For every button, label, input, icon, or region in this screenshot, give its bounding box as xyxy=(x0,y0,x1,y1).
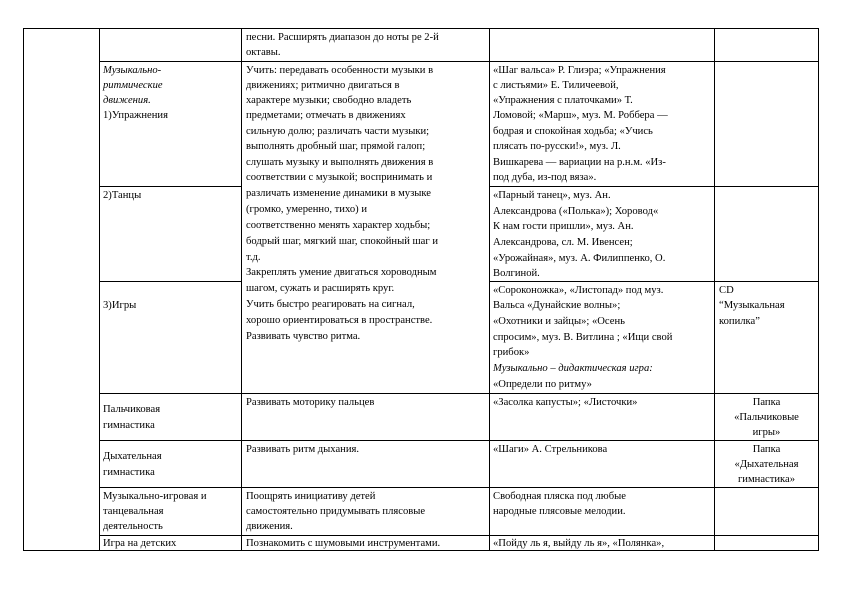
dances-repertoire-line-4: Александрова, сл. М. Ивенсен; xyxy=(493,237,633,248)
finger-resource-line-3: игры» xyxy=(752,427,781,438)
exercises-repertoire-line-7: Вишкарева — вариации на р.н.м. «Из- xyxy=(493,157,666,168)
exercises-repertoire-line-3: «Упражнения с платочками» Т. xyxy=(493,95,633,106)
dance-activity-task-1: Поощрять инициативу детей xyxy=(246,491,376,502)
finger-task: Развивать моторику пальцев xyxy=(246,397,375,408)
voice-tasks-line-2: октавы. xyxy=(246,47,281,58)
finger-label-1: Пальчиковая xyxy=(103,404,161,415)
exercises-repertoire-line-8: под дуба, из-под вяза». xyxy=(493,172,597,183)
breathing-resource-line-1: Папка xyxy=(752,444,781,455)
games-repertoire-line-4: спросим», муз. В. Витлина ; «Ищи свой xyxy=(493,332,673,343)
rhythm-tasks-line-2: движениях; ритмично двигаться в xyxy=(246,80,400,91)
games-repertoire-line-5: грибок» xyxy=(493,347,530,358)
dances-repertoire-line-5: «Урожайная», муз. А. Филиппенко, О. xyxy=(493,253,666,264)
games-repertoire-line-2: Вальса «Дунайские волны»; xyxy=(493,300,621,311)
instruments-repertoire: «Пойду ль я, выйду ль я», «Полянка», xyxy=(493,538,665,549)
rhythm-section-title-3: движения. xyxy=(103,95,151,106)
exercises-repertoire-line-6: плясать по-русски!», муз. Л. xyxy=(493,141,621,152)
dance-activity-label-3: деятельность xyxy=(103,521,163,532)
rhythm-tasks-line-10: (громко, умеренно, тихо) и xyxy=(246,204,367,215)
rhythm-tasks-line-17: хорошо ориентироваться в пространстве. xyxy=(246,315,433,326)
dance-activity-task-3: движения. xyxy=(246,521,293,532)
rhythm-tasks-line-15: шагом, сужать и расширять круг. xyxy=(246,283,395,294)
dance-activity-repertoire-2: народные плясовые мелодии. xyxy=(493,506,626,517)
rhythm-tasks-line-18: Развивать чувство ритма. xyxy=(246,331,361,342)
rhythm-section-title-2: ритмические xyxy=(103,80,163,91)
breathing-label-1: Дыхательная xyxy=(103,451,162,462)
breathing-resource-line-2: «Дыхательная xyxy=(734,459,799,470)
finger-repertoire: «Засолка капусты»; «Листочки» xyxy=(493,397,638,408)
rhythm-tasks-line-6: выполнять дробный шаг, прямой галоп; xyxy=(246,141,426,152)
dances-repertoire-line-3: К нам гости пришли», муз. Ан. xyxy=(493,221,634,232)
rhythm-tasks-line-12: бодрый шаг, мягкий шаг, спокойный шаг и xyxy=(246,236,439,247)
rhythm-tasks-line-7: слушать музыку и выполнять движения в xyxy=(246,157,434,168)
rhythm-tasks-line-13: т.д. xyxy=(246,252,261,263)
exercises-label: 1)Упражнения xyxy=(103,110,168,121)
row-divider-1 xyxy=(99,61,819,62)
dances-repertoire-line-2: Александрова («Полька»); Хоровод« xyxy=(493,206,659,217)
table-border-left xyxy=(23,28,24,551)
breathing-repertoire: «Шаги» А. Стрельникова xyxy=(493,444,608,455)
games-didactic-game: «Определи по ритму» xyxy=(493,379,592,390)
breathing-resource-line-3: гимнастика» xyxy=(737,474,796,485)
finger-label-2: гимнастика xyxy=(103,420,155,431)
column-divider-3 xyxy=(489,28,490,551)
games-repertoire-line-3: «Охотники и зайцы»; «Осень xyxy=(493,316,625,327)
row-divider-6 xyxy=(99,487,819,488)
dance-activity-repertoire-1: Свободная пляска под любые xyxy=(493,491,626,502)
rhythm-tasks-line-8: соответствии с музыкой; воспринимать и xyxy=(246,172,433,183)
rhythm-tasks-line-11: соответственно менять характер ходьбы; xyxy=(246,220,431,231)
row-divider-5 xyxy=(99,440,819,441)
breathing-task: Развивать ритм дыхания. xyxy=(246,444,360,455)
rhythm-tasks-line-16: Учить быстро реагировать на сигнал, xyxy=(246,299,415,310)
dances-label: 2)Танцы xyxy=(103,190,142,201)
row-divider-3a xyxy=(99,281,241,282)
dances-repertoire-line-1: «Парный танец», муз. Ан. xyxy=(493,190,611,201)
games-resource-line-3: копилка” xyxy=(719,316,760,327)
voice-tasks-line-1: песни. Расширять диапазон до ноты ре 2-й xyxy=(246,32,439,43)
dance-activity-label-2: танцевальная xyxy=(103,506,164,517)
table-border-top xyxy=(23,28,819,29)
instruments-task: Познакомить с шумовыми инструментами. xyxy=(246,538,441,549)
games-resource-line-1: CD xyxy=(719,285,734,296)
dance-activity-task-2: самостоятельно придумывать плясовые xyxy=(246,506,426,517)
table-border-right xyxy=(818,28,819,551)
games-label: 3)Игры xyxy=(103,300,137,311)
finger-resource-line-1: Папка xyxy=(752,397,781,408)
row-divider-2b xyxy=(489,186,819,187)
finger-resource-line-2: «Пальчиковые xyxy=(734,412,799,423)
exercises-repertoire-line-1: «Шаг вальса» Р. Глиэра; «Упражнения xyxy=(493,65,666,76)
rhythm-tasks-line-9: различать изменение динамики в музыке xyxy=(246,188,431,199)
rhythm-section-title-1: Музыкально- xyxy=(103,65,162,76)
instruments-label: Игра на детских xyxy=(103,538,177,549)
games-resource-line-2: “Музыкальная xyxy=(719,300,785,311)
dance-activity-label-1: Музыкально-игровая и xyxy=(103,491,207,502)
column-divider-1 xyxy=(99,28,100,551)
games-repertoire-line-1: «Сороконожка», «Листопад» под муз. xyxy=(493,285,664,296)
row-divider-2a xyxy=(99,186,241,187)
rhythm-tasks-line-1: Учить: передавать особенности музыки в xyxy=(246,65,434,76)
breathing-label-2: гимнастика xyxy=(103,467,155,478)
exercises-repertoire-line-2: с листьями» Е. Тиличеевой, xyxy=(493,80,619,91)
rhythm-tasks-line-3: характере музыки; свободно владеть xyxy=(246,95,412,106)
rhythm-tasks-line-4: предметами; отмечать в движениях xyxy=(246,110,406,121)
rhythm-tasks-line-5: сильную долю; различать части музыки; xyxy=(246,126,430,137)
row-divider-4 xyxy=(99,393,819,394)
games-didactic-title: Музыкально – дидактическая игра: xyxy=(493,363,653,374)
column-divider-2 xyxy=(241,28,242,551)
exercises-repertoire-line-4: Ломовой; «Марш», муз. М. Роббера — xyxy=(493,110,668,121)
dances-repertoire-line-6: Волгиной. xyxy=(493,268,540,279)
row-divider-7 xyxy=(99,535,819,536)
rhythm-tasks-line-14: Закреплять умение двигаться хороводным xyxy=(246,267,437,278)
exercises-repertoire-line-5: бодрая и спокойная ходьба; «Учись xyxy=(493,126,653,137)
